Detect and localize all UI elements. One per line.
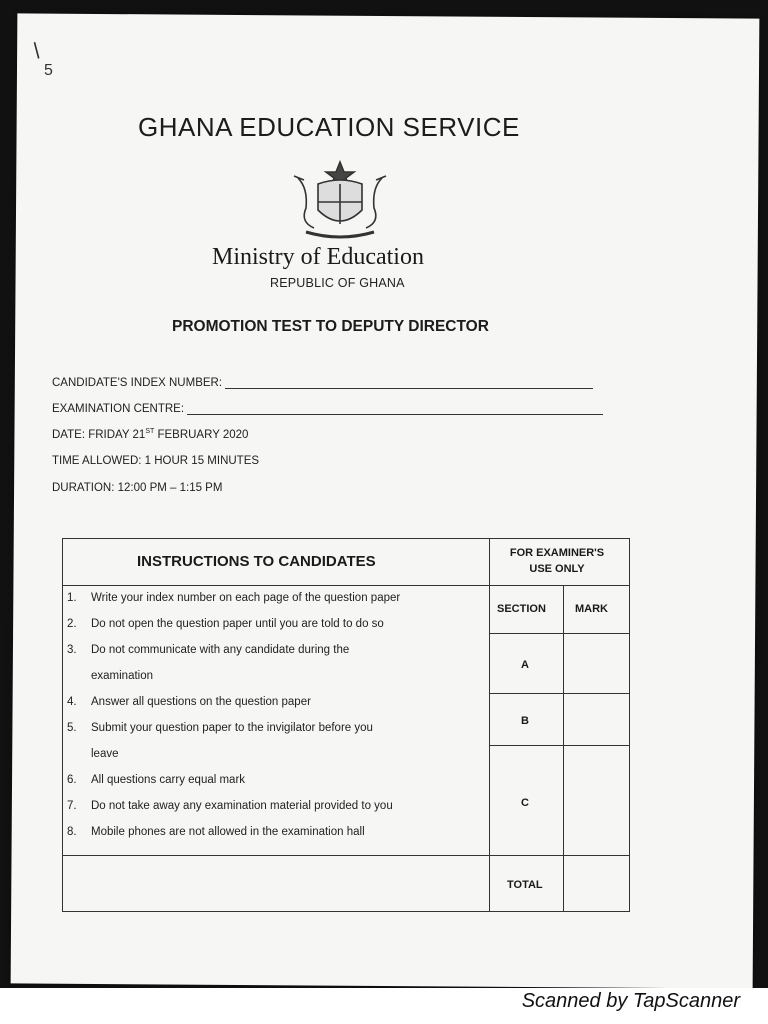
item-number: 2.: [67, 618, 77, 630]
republic-name: REPUBLIC OF GHANA: [270, 276, 405, 290]
list-item: [63, 819, 489, 845]
item-number: 4.: [67, 696, 77, 708]
organization-title: GHANA EDUCATION SERVICE: [138, 112, 520, 142]
date-month: FEBRUARY 2020: [154, 428, 249, 441]
item-text: Do not take away any examination material provided to you: [91, 800, 393, 812]
item-text-continued: leave: [91, 748, 119, 760]
item-text-continued: examination: [91, 670, 154, 682]
section-c-label: C: [521, 797, 529, 809]
pen-stroke: /: [27, 38, 46, 63]
item-text: Do not communicate with any candidate during the: [91, 644, 350, 656]
exam-date: [52, 428, 248, 441]
section-b-label: B: [521, 715, 529, 727]
item-number: 7.: [67, 800, 77, 812]
instructions-table: [62, 538, 630, 912]
exam-centre-row: [52, 402, 603, 415]
item-text: All questions carry equal mark: [91, 774, 246, 786]
mark-column-header: MARK: [575, 603, 608, 615]
instructions-heading: INSTRUCTIONS TO CANDIDATES: [137, 553, 376, 570]
list-item: [63, 715, 489, 767]
coat-of-arms-icon: [288, 158, 392, 240]
section-a-label: A: [521, 659, 529, 671]
examiner-heading: [487, 545, 627, 577]
exam-centre-line[interactable]: [187, 402, 603, 415]
index-number-label: CANDIDATE'S INDEX NUMBER:: [52, 377, 223, 389]
exam-centre-label: EXAMINATION CENTRE:: [52, 403, 185, 415]
item-text: Do not open the question paper until you are told to do so: [91, 618, 384, 630]
item-text: Submit your question paper to the invigilator before you: [91, 722, 373, 734]
examiner-heading-line1: FOR EXAMINER'S: [509, 547, 605, 559]
date-sup: ST: [145, 428, 155, 435]
examiner-heading-line2: USE ONLY: [529, 563, 585, 575]
section-column-header: SECTION: [497, 603, 546, 615]
divider: [63, 855, 629, 856]
item-text: Answer all questions on the question paper: [91, 696, 311, 708]
list-item: [63, 689, 489, 715]
margin-mark: 5: [44, 62, 53, 79]
item-number: 5.: [67, 722, 77, 734]
item-text: Mobile phones are not allowed in the examination hall: [91, 826, 365, 838]
index-number-line[interactable]: [225, 376, 593, 389]
ministry-name: Ministry of Education: [212, 244, 424, 270]
item-number: 6.: [67, 774, 77, 786]
index-number-row: [52, 376, 593, 389]
duration: DURATION: 12:00 PM – 1:15 PM: [52, 482, 223, 494]
item-number: 1.: [67, 592, 77, 604]
total-label: TOTAL: [507, 879, 543, 891]
date-text: DATE: FRIDAY 21: [52, 428, 146, 441]
time-allowed: TIME ALLOWED: 1 HOUR 15 MINUTES: [52, 455, 260, 467]
list-item: [63, 767, 489, 793]
item-number: 8.: [67, 826, 77, 838]
divider: [489, 633, 629, 634]
divider: [489, 693, 629, 694]
scanner-watermark: Scanned by TapScanner: [521, 990, 740, 1012]
list-item: [63, 793, 489, 819]
instruction-list: [63, 585, 489, 845]
list-item: [63, 611, 489, 637]
list-item: [63, 585, 489, 611]
item-number: 3.: [67, 644, 77, 656]
divider: [489, 585, 629, 586]
list-item: [63, 637, 489, 689]
exam-title: PROMOTION TEST TO DEPUTY DIRECTOR: [172, 318, 489, 335]
divider: [489, 745, 629, 746]
item-text: Write your index number on each page of the question paper: [91, 592, 401, 604]
